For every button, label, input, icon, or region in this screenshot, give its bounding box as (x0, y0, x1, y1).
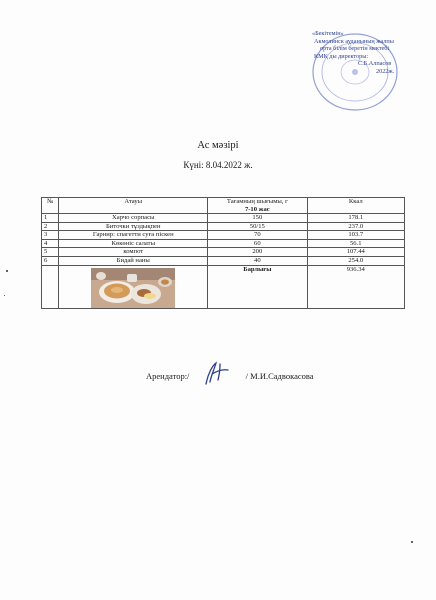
page-title: Ас мәзірі (197, 140, 239, 151)
table-row (42, 231, 405, 240)
approval-director-name: С.Б.Алпасов (358, 60, 392, 68)
approval-line: КМҚ ды директоры: (314, 52, 369, 60)
row-name: компот (59, 248, 208, 257)
row-no: 3 (42, 231, 59, 240)
row-no: 4 (42, 239, 59, 248)
total-row (42, 265, 405, 308)
row-kcal: 103.7 (307, 231, 404, 240)
total-no-cell (42, 265, 59, 308)
menu-table (41, 197, 405, 309)
row-no: 2 (42, 222, 59, 231)
row-no: 5 (42, 248, 59, 257)
scan-speck (6, 270, 8, 272)
table-row (42, 256, 405, 265)
approval-heading: «Бекітемін» (312, 30, 344, 37)
table-header-row (42, 198, 405, 214)
approval-block (312, 30, 430, 76)
row-weight: 40 (208, 256, 307, 265)
row-name: Биточки тұздықпен (59, 222, 208, 231)
row-weight: 60 (208, 239, 307, 248)
total-kcal: 936.34 (307, 265, 404, 308)
header-weight-age: 7-10 жас (244, 206, 270, 213)
row-no: 6 (42, 256, 59, 265)
table-row (42, 214, 405, 223)
row-weight: 70 (208, 231, 307, 240)
approval-year: 2022ж. (376, 67, 395, 75)
row-no: 1 (42, 214, 59, 223)
table-row (42, 239, 405, 248)
approval-line: Акмолинск ауданының жалпы (314, 37, 394, 45)
scan-speck (4, 295, 5, 296)
signature-label: Арендатор:/ (146, 371, 190, 381)
table-row (42, 222, 405, 231)
header-weight (208, 198, 307, 214)
row-name: Гарнир: спагетти суға піскен (59, 231, 208, 240)
row-kcal: 178.1 (307, 214, 404, 223)
row-kcal: 254.0 (307, 256, 404, 265)
row-name: Харчо сорпасы (59, 214, 208, 223)
row-name: Көкөніс салаты (59, 239, 208, 248)
header-kcal: Ккал (307, 198, 404, 214)
row-kcal: 56.1 (307, 239, 404, 248)
header-name: Атауы (59, 198, 208, 214)
food-photo (91, 268, 175, 308)
row-weight: 200 (208, 248, 307, 257)
signature-name: / М.И.Садвокасова (245, 371, 314, 381)
total-label: Барлығы (208, 265, 307, 308)
approval-line: орта білім беретін мектебі (320, 45, 390, 53)
food-photo-cell (59, 265, 208, 308)
header-weight-label: Тағамның шығымы, г (226, 198, 288, 205)
row-name: Бидай наны (59, 256, 208, 265)
row-kcal: 237.0 (307, 222, 404, 231)
scan-speck (411, 541, 413, 543)
row-weight: 50/15 (208, 222, 307, 231)
header-no: № (42, 198, 59, 214)
row-kcal: 107.44 (307, 248, 404, 257)
handwritten-signature-icon (202, 360, 232, 386)
menu-date: Күні: 8.04.2022 ж. (183, 160, 253, 170)
table-row (42, 248, 405, 257)
row-weight: 150 (208, 214, 307, 223)
